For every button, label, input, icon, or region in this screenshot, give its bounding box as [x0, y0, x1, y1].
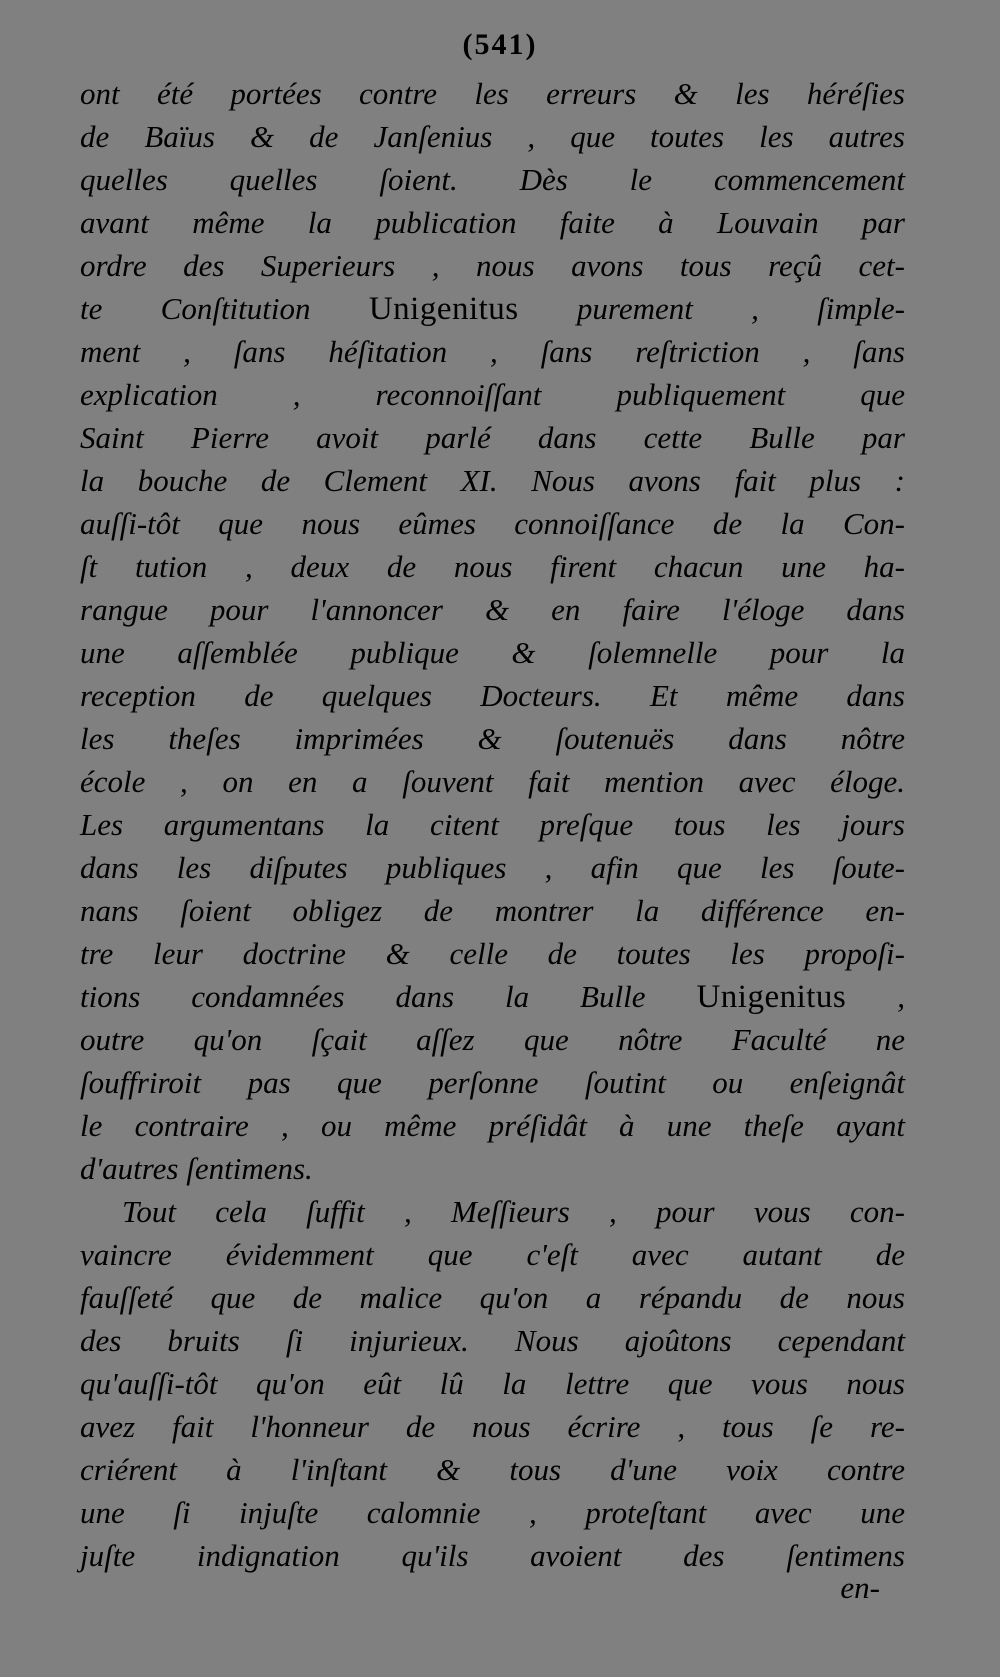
page-number: (541) [462, 28, 538, 61]
text-line [80, 1405, 905, 1448]
text-line [80, 674, 905, 717]
text-line-italic: nans ſoient obligez de montrer la différence en- [80, 893, 905, 928]
text-line [80, 1018, 905, 1061]
text-line-italic: école , on en a ſouvent fait mention avec éloge. [80, 764, 905, 799]
text-line [80, 1319, 905, 1362]
text-line-italic: outre qu'on ſçait aſſez que nôtre Faculté ne [80, 1022, 905, 1057]
text-line-italic: reception de quelques Docteurs. Et même dans [80, 678, 905, 713]
text-line [80, 1362, 905, 1405]
text-line [80, 846, 905, 889]
text-line-italic: ont été portées contre les erreurs & les héréſies [80, 76, 905, 111]
text-line-italic: avez fait l'honneur de nous écrire , tous ſe re- [80, 1409, 905, 1444]
text-line-italic: une ſi injuſte calomnie , proteſtant avec une [80, 1495, 905, 1530]
text-line-italic: juſte indignation qu'ils avoient des ſentimens [80, 1538, 905, 1573]
text-line-italic: ſouffriroit pas que perſonne ſoutint ou enſeignât [80, 1065, 905, 1100]
text-line [80, 330, 905, 373]
text-line [80, 459, 905, 502]
text-line-italic: ment , ſans héſitation , ſans reſtriction , ſans [80, 334, 905, 369]
text-line-italic: Les argumentans la citent preſque tous les jours [80, 807, 905, 842]
text-line [80, 158, 905, 201]
text-line-italic: explication , reconnoiſſant publiquement que [80, 377, 905, 412]
catchword: en- [840, 1570, 880, 1605]
text-line-italic: vaincre évidemment que c'eſt avec autant de [80, 1237, 905, 1272]
text-line [80, 416, 905, 459]
text-line-italic: des bruits ſi injurieux. Nous ajoûtons cependant [80, 1323, 905, 1358]
text-line-italic: ſt tution , deux de nous firent chacun une ha- [80, 549, 905, 584]
text-line [80, 1233, 905, 1276]
text-line [80, 72, 905, 115]
text-line-italic: tre leur doctrine & celle de toutes les propoſi- [80, 936, 905, 971]
text-line [80, 1534, 905, 1577]
text-line [80, 588, 905, 631]
text-line-italic: rangue pour l'annoncer & en faire l'éloge dans [80, 592, 905, 627]
text-line-roman: Unigenitus [696, 979, 847, 1015]
text-line [80, 932, 905, 975]
text-line [80, 1147, 905, 1190]
text-line [80, 244, 905, 287]
text-line [80, 717, 905, 760]
text-line-italic: de Baïus & de Janſenius , que toutes les autres [80, 119, 905, 154]
text-line [80, 201, 905, 244]
text-line-italic: Tout cela ſuffit , Meſſieurs , pour vous con- [122, 1194, 905, 1229]
text-line [80, 545, 905, 588]
text-line [80, 1276, 905, 1319]
text-line-italic: les theſes imprimées & ſoutenuës dans nôtre [80, 721, 905, 756]
text-line-italic: quelles quelles ſoient. Dès le commencement [80, 162, 905, 197]
text-line-italic: , [846, 979, 905, 1014]
text-line-italic: le contraire , ou même préſidât à une theſe ayant [80, 1108, 905, 1143]
text-line-italic: Saint Pierre avoit parlé dans cette Bulle par [80, 420, 905, 455]
text-line [80, 975, 905, 1018]
text-line-italic: auſſi-tôt que nous eûmes connoiſſance de la Con- [80, 506, 905, 541]
text-line-italic: d'autres ſentimens. [80, 1151, 313, 1186]
text-line [80, 889, 905, 932]
text-line-italic: une aſſemblée publique & ſolemnelle pour la [80, 635, 905, 670]
text-line [80, 760, 905, 803]
text-line [80, 1104, 905, 1147]
text-line-italic: te Conſtitution [80, 291, 369, 326]
text-line-italic: qu'auſſi-tôt qu'on eût lû la lettre que vous nous [80, 1366, 905, 1401]
text-line [80, 1491, 905, 1534]
text-line-italic: ordre des Superieurs , nous avons tous reçû cet- [80, 248, 905, 283]
text-line [80, 803, 905, 846]
text-line [80, 502, 905, 545]
text-line-italic: purement , ſimple- [518, 291, 905, 326]
text-line-italic: dans les diſputes publiques , afin que les ſoute- [80, 850, 905, 885]
text-line [80, 1061, 905, 1104]
text-line [80, 631, 905, 674]
text-line-italic: la bouche de Clement XI. Nous avons fait plus : [80, 463, 905, 498]
text-line [80, 115, 905, 158]
text-line-italic: tions condamnées dans la Bulle [80, 979, 697, 1014]
text-line [80, 287, 905, 330]
text-line-italic: criérent à l'inſtant & tous d'une voix contre [80, 1452, 905, 1487]
text-line-roman: Unigenitus [368, 291, 519, 327]
text-line [80, 1190, 905, 1233]
text-line-italic: avant même la publication faite à Louvain par [80, 205, 905, 240]
text-line [80, 1448, 905, 1491]
text-line-italic: fauſſeté que de malice qu'on a répandu de nous [80, 1280, 905, 1315]
text-line [80, 373, 905, 416]
body-text [80, 72, 905, 1577]
